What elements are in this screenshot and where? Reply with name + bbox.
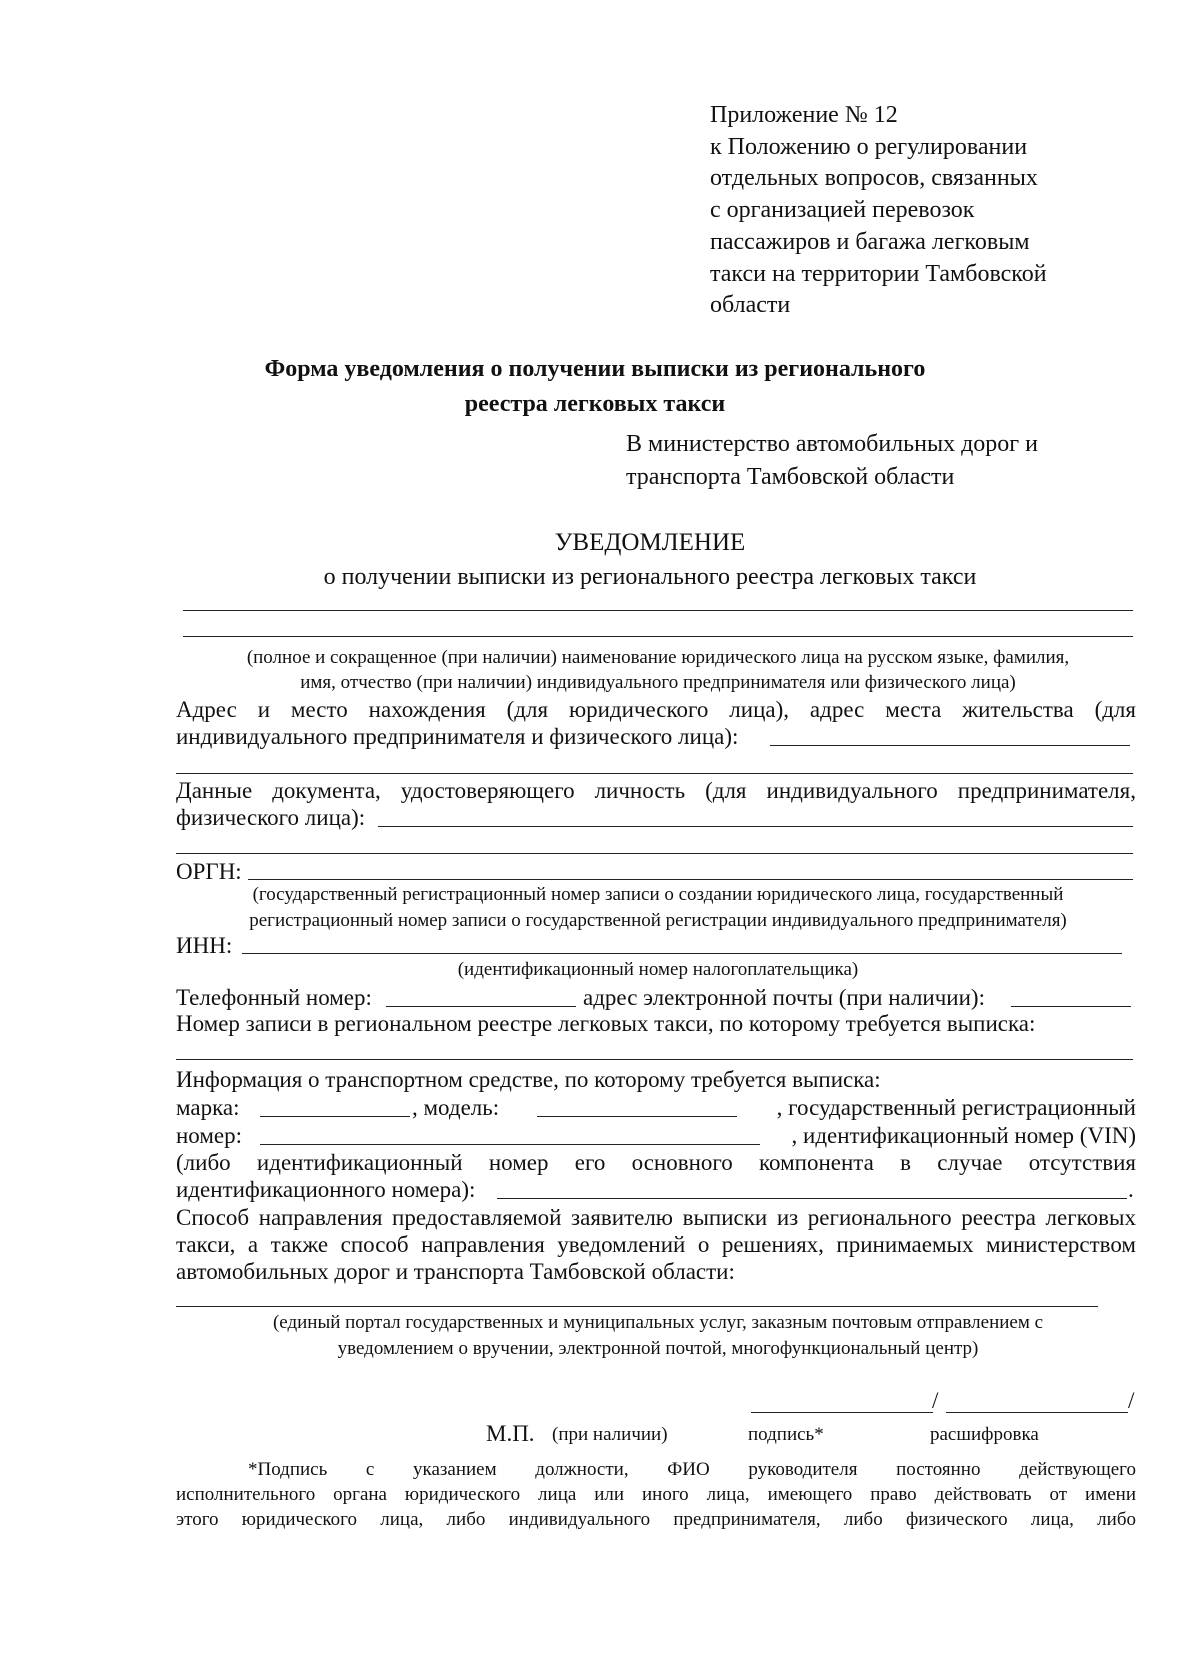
vin-alt-label: (либо идентификационный номер его основного компонента в случае отсутствия: [176, 1150, 1136, 1175]
form-title-line: Форма уведомления о получении выписки из регионального: [264, 356, 926, 382]
signature-end: /: [1128, 1388, 1135, 1413]
footnote-line: *Подпись с указанием должности, ФИО руководителя постоянно действующего: [248, 1459, 1136, 1480]
identity-doc-label-2: физического лица):: [176, 805, 366, 830]
vin-alt-end: .: [1128, 1177, 1134, 1202]
vin-alt-field[interactable]: [497, 1198, 1127, 1199]
email-label: адрес электронной почты (при наличии):: [583, 985, 985, 1010]
signature-field[interactable]: [751, 1412, 933, 1413]
appendix-line: такси на территории Тамбовской: [710, 260, 1047, 287]
phone-field[interactable]: [386, 1006, 576, 1007]
signature-caption: подпись*: [748, 1424, 824, 1445]
delivery-label-2: такси, а также способ направления уведомлений о решениях, принимаемых министерством: [176, 1232, 1136, 1257]
addressee-line: В министерство автомобильных дорог и: [626, 431, 1038, 457]
brand-field[interactable]: [260, 1116, 410, 1117]
address-field[interactable]: [770, 745, 1130, 746]
vehicle-intro: Информация о транспортном средстве, по которому требуется выписка:: [176, 1067, 881, 1092]
delivery-hint: уведомлением о вручении, электронной почтой, многофункциональный центр): [337, 1338, 979, 1359]
appendix-line: Приложение № 12: [710, 102, 898, 128]
delivery-label-3: автомобильных дорог и транспорта Тамбовской области:: [176, 1259, 735, 1284]
addressee-block: [626, 428, 1038, 494]
registry-record-label: Номер записи в региональном реестре легковых такси, по которому требуется выписка:: [176, 1011, 1036, 1036]
footnote-line: исполнительного органа юридического лица или иного лица, имеющего право действовать от имени: [176, 1484, 1136, 1505]
delivery-hint: (единый портал государственных и муниципальных услуг, заказным почтовым отправлением с: [272, 1312, 1044, 1333]
model-label: , модель:: [412, 1095, 500, 1120]
ogrn-label: ОРГН:: [176, 859, 242, 884]
inn-label: ИНН:: [176, 933, 233, 958]
inn-hint: (идентификационный номер налогоплательщика): [457, 959, 859, 980]
address-label-2: индивидуального предпринимателя и физического лица):: [176, 724, 739, 749]
brand-label: марка:: [176, 1095, 240, 1120]
identity-doc-label: Данные документа, удостоверяющего личность (для индивидуального предпринимателя,: [176, 778, 1136, 803]
ogrn-field[interactable]: [248, 879, 1133, 880]
document-subheading: о получении выписки из регионального реестра легковых такси: [323, 564, 977, 590]
ogrn-hint: регистрационный номер записи о государственной регистрации индивидуального предпринимателя): [249, 910, 1067, 931]
reg-number-field[interactable]: [260, 1144, 760, 1145]
applicant-name-hint: имя, отчество (при наличии) индивидуального предпринимателя или физического лица): [300, 672, 1016, 693]
signature-separator: /: [932, 1388, 939, 1413]
address-field-2[interactable]: [176, 773, 1133, 774]
form-title: [170, 352, 1020, 422]
delivery-label: Способ направления предоставляемой заявителю выписки из регионального реестра легковых: [176, 1205, 1136, 1230]
stamp-hint: (при наличии): [552, 1424, 668, 1445]
applicant-name-hint: (полное и сокращенное (при наличии) наименование юридического лица на русском языке, фамилия,: [246, 647, 1070, 668]
stamp-label: М.П.: [486, 1421, 535, 1446]
document-heading: УВЕДОМЛЕНИЕ: [554, 529, 746, 556]
appendix-line: к Положению о регулировании: [710, 133, 1028, 160]
form-title-line: реестра легковых такси: [464, 391, 726, 417]
registry-record-field[interactable]: [176, 1059, 1133, 1060]
vin-label: , идентификационный номер (VIN): [791, 1123, 1136, 1148]
appendix-line: отдельных вопросов, связанных: [710, 165, 1038, 192]
phone-label: Телефонный номер:: [176, 985, 372, 1010]
decode-caption: расшифровка: [930, 1424, 1039, 1445]
vin-alt-label-2: идентификационного номера):: [176, 1177, 476, 1202]
model-field[interactable]: [537, 1116, 737, 1117]
appendix-line: с организацией перевозок: [710, 197, 975, 224]
identity-doc-field[interactable]: [378, 826, 1133, 827]
address-label: Адрес и место нахождения (для юридического лица), адрес места жительства (для: [176, 697, 1136, 722]
ogrn-hint: (государственный регистрационный номер записи о создании юридического лица, государственный: [252, 884, 1064, 905]
email-field[interactable]: [1011, 1006, 1131, 1007]
applicant-name-field[interactable]: [183, 610, 1133, 611]
appendix-block: [710, 100, 1047, 322]
applicant-name-field-2[interactable]: [183, 636, 1133, 637]
number-label: номер:: [176, 1123, 243, 1148]
appendix-line: пассажиров и багажа легковым: [710, 228, 1030, 255]
footnote-line: этого юридического лица, либо индивидуального предпринимателя, либо физического лица, либо: [176, 1509, 1136, 1530]
delivery-field[interactable]: [176, 1306, 1098, 1307]
signature-decode-field[interactable]: [946, 1412, 1128, 1413]
reg-number-label: , государственный регистрационный: [776, 1095, 1136, 1120]
addressee-line: транспорта Тамбовской области: [626, 464, 955, 490]
identity-doc-field-2[interactable]: [176, 853, 1133, 854]
appendix-line: области: [710, 292, 791, 319]
inn-field[interactable]: [242, 953, 1122, 954]
